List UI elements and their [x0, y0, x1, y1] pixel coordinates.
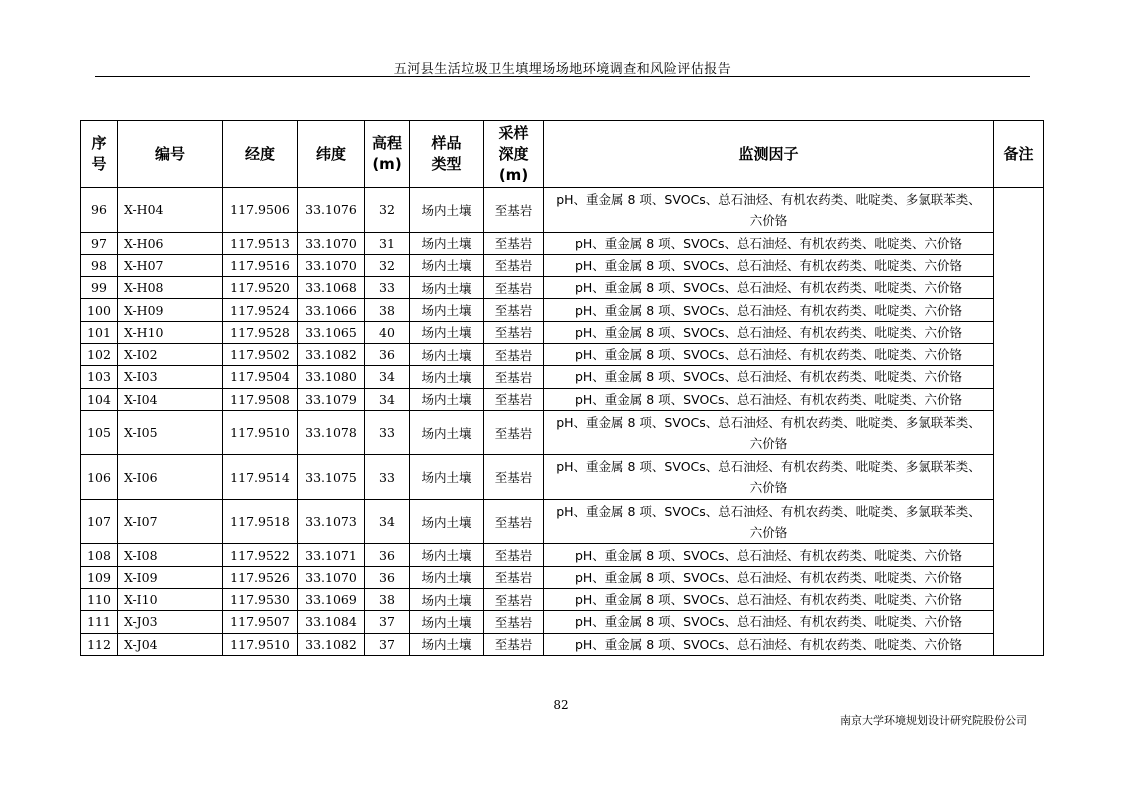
- cell-elevation: 38: [365, 588, 410, 610]
- cell-longitude: 117.9513: [223, 232, 298, 254]
- cell-latitude: 33.1066: [298, 299, 365, 321]
- report-title: 五河县生活垃圾卫生填埋场场地环境调查和风险评估报告: [393, 62, 732, 77]
- cell-index: 108: [81, 544, 118, 566]
- cell-depth: 至基岩: [484, 299, 544, 321]
- cell-latitude: 33.1070: [298, 566, 365, 588]
- cell-longitude: 117.9516: [223, 254, 298, 276]
- table-row: [81, 254, 1044, 276]
- cell-longitude: 117.9518: [223, 499, 298, 544]
- cell-code: X-I09: [118, 566, 223, 588]
- cell-factors: pH、重金属 8 项、SVOCs、总石油烃、有机农药类、吡啶类、六价铬: [544, 566, 994, 588]
- cell-remarks: [994, 188, 1044, 656]
- cell-index: 109: [81, 566, 118, 588]
- table-row: [81, 343, 1044, 365]
- cell-depth: 至基岩: [484, 321, 544, 343]
- cell-index: 96: [81, 188, 118, 233]
- table-row: [81, 611, 1044, 633]
- header-elevation: 高程 (m): [365, 121, 410, 188]
- cell-latitude: 33.1065: [298, 321, 365, 343]
- cell-index: 111: [81, 611, 118, 633]
- cell-sample-type: 场内土壤: [410, 455, 484, 500]
- table-body: [81, 188, 1044, 656]
- cell-longitude: 117.9526: [223, 566, 298, 588]
- header-depth: 采样 深度 (m): [484, 121, 544, 188]
- header-factors: 监测因子: [544, 121, 994, 188]
- cell-code: X-I05: [118, 410, 223, 455]
- cell-sample-type: 场内土壤: [410, 544, 484, 566]
- cell-elevation: 33: [365, 410, 410, 455]
- cell-factors: pH、重金属 8 项、SVOCs、总石油烃、有机农药类、吡啶类、六价铬: [544, 544, 994, 566]
- cell-depth: 至基岩: [484, 366, 544, 388]
- cell-code: X-H09: [118, 299, 223, 321]
- cell-index: 100: [81, 299, 118, 321]
- cell-elevation: 37: [365, 633, 410, 655]
- cell-code: X-I06: [118, 455, 223, 500]
- cell-latitude: 33.1084: [298, 611, 365, 633]
- cell-factors: pH、重金属 8 项、SVOCs、总石油烃、有机农药类、吡啶类、六价铬: [544, 588, 994, 610]
- cell-elevation: 37: [365, 611, 410, 633]
- cell-code: X-I02: [118, 343, 223, 365]
- cell-elevation: 32: [365, 254, 410, 276]
- table-row: [81, 277, 1044, 299]
- cell-index: 106: [81, 455, 118, 500]
- cell-factors: pH、重金属 8 项、SVOCs、总石油烃、有机农药类、吡啶类、六价铬: [544, 388, 994, 410]
- cell-index: 104: [81, 388, 118, 410]
- cell-latitude: 33.1071: [298, 544, 365, 566]
- cell-latitude: 33.1076: [298, 188, 365, 233]
- cell-latitude: 33.1069: [298, 588, 365, 610]
- table-row: [81, 410, 1044, 455]
- table-row: [81, 588, 1044, 610]
- cell-factors: pH、重金属 8 项、SVOCs、总石油烃、有机农药类、吡啶类、六价铬: [544, 254, 994, 276]
- cell-sample-type: 场内土壤: [410, 299, 484, 321]
- cell-elevation: 33: [365, 455, 410, 500]
- table-row: [81, 633, 1044, 655]
- cell-factors: pH、重金属 8 项、SVOCs、总石油烃、有机农药类、吡啶类、六价铬: [544, 277, 994, 299]
- cell-code: X-H04: [118, 188, 223, 233]
- cell-depth: 至基岩: [484, 499, 544, 544]
- cell-depth: 至基岩: [484, 343, 544, 365]
- cell-depth: 至基岩: [484, 232, 544, 254]
- header-remarks: 备注: [994, 121, 1044, 188]
- cell-factors: pH、重金属 8 项、SVOCs、总石油烃、有机农药类、吡啶类、多氯联苯类、六价铬: [544, 455, 994, 500]
- table-row: [81, 299, 1044, 321]
- cell-depth: 至基岩: [484, 566, 544, 588]
- cell-sample-type: 场内土壤: [410, 188, 484, 233]
- cell-sample-type: 场内土壤: [410, 633, 484, 655]
- cell-longitude: 117.9508: [223, 388, 298, 410]
- cell-sample-type: 场内土壤: [410, 343, 484, 365]
- cell-index: 98: [81, 254, 118, 276]
- cell-latitude: 33.1073: [298, 499, 365, 544]
- cell-code: X-J03: [118, 611, 223, 633]
- cell-code: X-I10: [118, 588, 223, 610]
- cell-depth: 至基岩: [484, 388, 544, 410]
- cell-sample-type: 场内土壤: [410, 410, 484, 455]
- cell-elevation: 34: [365, 388, 410, 410]
- table-row: [81, 188, 1044, 233]
- cell-depth: 至基岩: [484, 410, 544, 455]
- cell-code: X-H10: [118, 321, 223, 343]
- cell-latitude: 33.1082: [298, 633, 365, 655]
- cell-longitude: 117.9502: [223, 343, 298, 365]
- cell-longitude: 117.9510: [223, 633, 298, 655]
- cell-code: X-H08: [118, 277, 223, 299]
- cell-sample-type: 场内土壤: [410, 588, 484, 610]
- header-sample-type: 样品 类型: [410, 121, 484, 188]
- cell-index: 112: [81, 633, 118, 655]
- table-row: [81, 388, 1044, 410]
- cell-depth: 至基岩: [484, 588, 544, 610]
- table-row: [81, 566, 1044, 588]
- cell-index: 103: [81, 366, 118, 388]
- cell-code: X-I07: [118, 499, 223, 544]
- cell-sample-type: 场内土壤: [410, 566, 484, 588]
- cell-factors: pH、重金属 8 项、SVOCs、总石油烃、有机农药类、吡啶类、六价铬: [544, 611, 994, 633]
- cell-elevation: 34: [365, 366, 410, 388]
- header-divider: [95, 76, 1030, 77]
- cell-longitude: 117.9504: [223, 366, 298, 388]
- cell-longitude: 117.9524: [223, 299, 298, 321]
- header-index: 序 号: [81, 121, 118, 188]
- cell-factors: pH、重金属 8 项、SVOCs、总石油烃、有机农药类、吡啶类、六价铬: [544, 366, 994, 388]
- cell-sample-type: 场内土壤: [410, 499, 484, 544]
- cell-latitude: 33.1080: [298, 366, 365, 388]
- cell-elevation: 32: [365, 188, 410, 233]
- cell-latitude: 33.1075: [298, 455, 365, 500]
- cell-longitude: 117.9530: [223, 588, 298, 610]
- table-row: [81, 499, 1044, 544]
- cell-depth: 至基岩: [484, 633, 544, 655]
- cell-latitude: 33.1082: [298, 343, 365, 365]
- cell-index: 102: [81, 343, 118, 365]
- table-row: [81, 366, 1044, 388]
- cell-index: 99: [81, 277, 118, 299]
- cell-sample-type: 场内土壤: [410, 232, 484, 254]
- cell-sample-type: 场内土壤: [410, 388, 484, 410]
- cell-factors: pH、重金属 8 项、SVOCs、总石油烃、有机农药类、吡啶类、六价铬: [544, 232, 994, 254]
- cell-elevation: 36: [365, 343, 410, 365]
- cell-factors: pH、重金属 8 项、SVOCs、总石油烃、有机农药类、吡啶类、多氯联苯类、六价铬: [544, 499, 994, 544]
- cell-elevation: 34: [365, 499, 410, 544]
- sampling-points-table: [80, 120, 1044, 656]
- cell-index: 97: [81, 232, 118, 254]
- page-number: 82: [553, 698, 569, 712]
- cell-factors: pH、重金属 8 项、SVOCs、总石油烃、有机农药类、吡啶类、六价铬: [544, 321, 994, 343]
- cell-elevation: 38: [365, 299, 410, 321]
- cell-index: 101: [81, 321, 118, 343]
- cell-latitude: 33.1068: [298, 277, 365, 299]
- table-row: [81, 544, 1044, 566]
- cell-latitude: 33.1079: [298, 388, 365, 410]
- cell-elevation: 40: [365, 321, 410, 343]
- table-row: [81, 455, 1044, 500]
- cell-index: 107: [81, 499, 118, 544]
- header-longitude: 经度: [223, 121, 298, 188]
- cell-sample-type: 场内土壤: [410, 321, 484, 343]
- cell-sample-type: 场内土壤: [410, 366, 484, 388]
- cell-factors: pH、重金属 8 项、SVOCs、总石油烃、有机农药类、吡啶类、六价铬: [544, 633, 994, 655]
- cell-longitude: 117.9528: [223, 321, 298, 343]
- footer-organization: 南京大学环境规划设计研究院股份公司: [840, 714, 1027, 727]
- cell-factors: pH、重金属 8 项、SVOCs、总石油烃、有机农药类、吡啶类、六价铬: [544, 299, 994, 321]
- cell-depth: 至基岩: [484, 544, 544, 566]
- cell-sample-type: 场内土壤: [410, 254, 484, 276]
- table-row: [81, 321, 1044, 343]
- cell-elevation: 36: [365, 566, 410, 588]
- cell-factors: pH、重金属 8 项、SVOCs、总石油烃、有机农药类、吡啶类、六价铬: [544, 343, 994, 365]
- cell-code: X-J04: [118, 633, 223, 655]
- cell-elevation: 33: [365, 277, 410, 299]
- cell-longitude: 117.9522: [223, 544, 298, 566]
- cell-latitude: 33.1078: [298, 410, 365, 455]
- cell-sample-type: 场内土壤: [410, 611, 484, 633]
- cell-latitude: 33.1070: [298, 232, 365, 254]
- cell-code: X-I08: [118, 544, 223, 566]
- cell-elevation: 31: [365, 232, 410, 254]
- cell-code: X-I03: [118, 366, 223, 388]
- cell-factors: pH、重金属 8 项、SVOCs、总石油烃、有机农药类、吡啶类、多氯联苯类、六价铬: [544, 188, 994, 233]
- cell-longitude: 117.9510: [223, 410, 298, 455]
- cell-longitude: 117.9507: [223, 611, 298, 633]
- cell-depth: 至基岩: [484, 254, 544, 276]
- cell-factors: pH、重金属 8 项、SVOCs、总石油烃、有机农药类、吡啶类、多氯联苯类、六价铬: [544, 410, 994, 455]
- cell-depth: 至基岩: [484, 188, 544, 233]
- cell-index: 105: [81, 410, 118, 455]
- cell-depth: 至基岩: [484, 455, 544, 500]
- cell-code: X-H07: [118, 254, 223, 276]
- cell-code: X-I04: [118, 388, 223, 410]
- cell-longitude: 117.9514: [223, 455, 298, 500]
- cell-depth: 至基岩: [484, 277, 544, 299]
- header-latitude: 纬度: [298, 121, 365, 188]
- cell-longitude: 117.9520: [223, 277, 298, 299]
- table-row: [81, 232, 1044, 254]
- cell-code: X-H06: [118, 232, 223, 254]
- table-header-row: [81, 121, 1044, 188]
- cell-depth: 至基岩: [484, 611, 544, 633]
- cell-index: 110: [81, 588, 118, 610]
- cell-longitude: 117.9506: [223, 188, 298, 233]
- cell-sample-type: 场内土壤: [410, 277, 484, 299]
- cell-latitude: 33.1070: [298, 254, 365, 276]
- header-code: 编号: [118, 121, 223, 188]
- cell-elevation: 36: [365, 544, 410, 566]
